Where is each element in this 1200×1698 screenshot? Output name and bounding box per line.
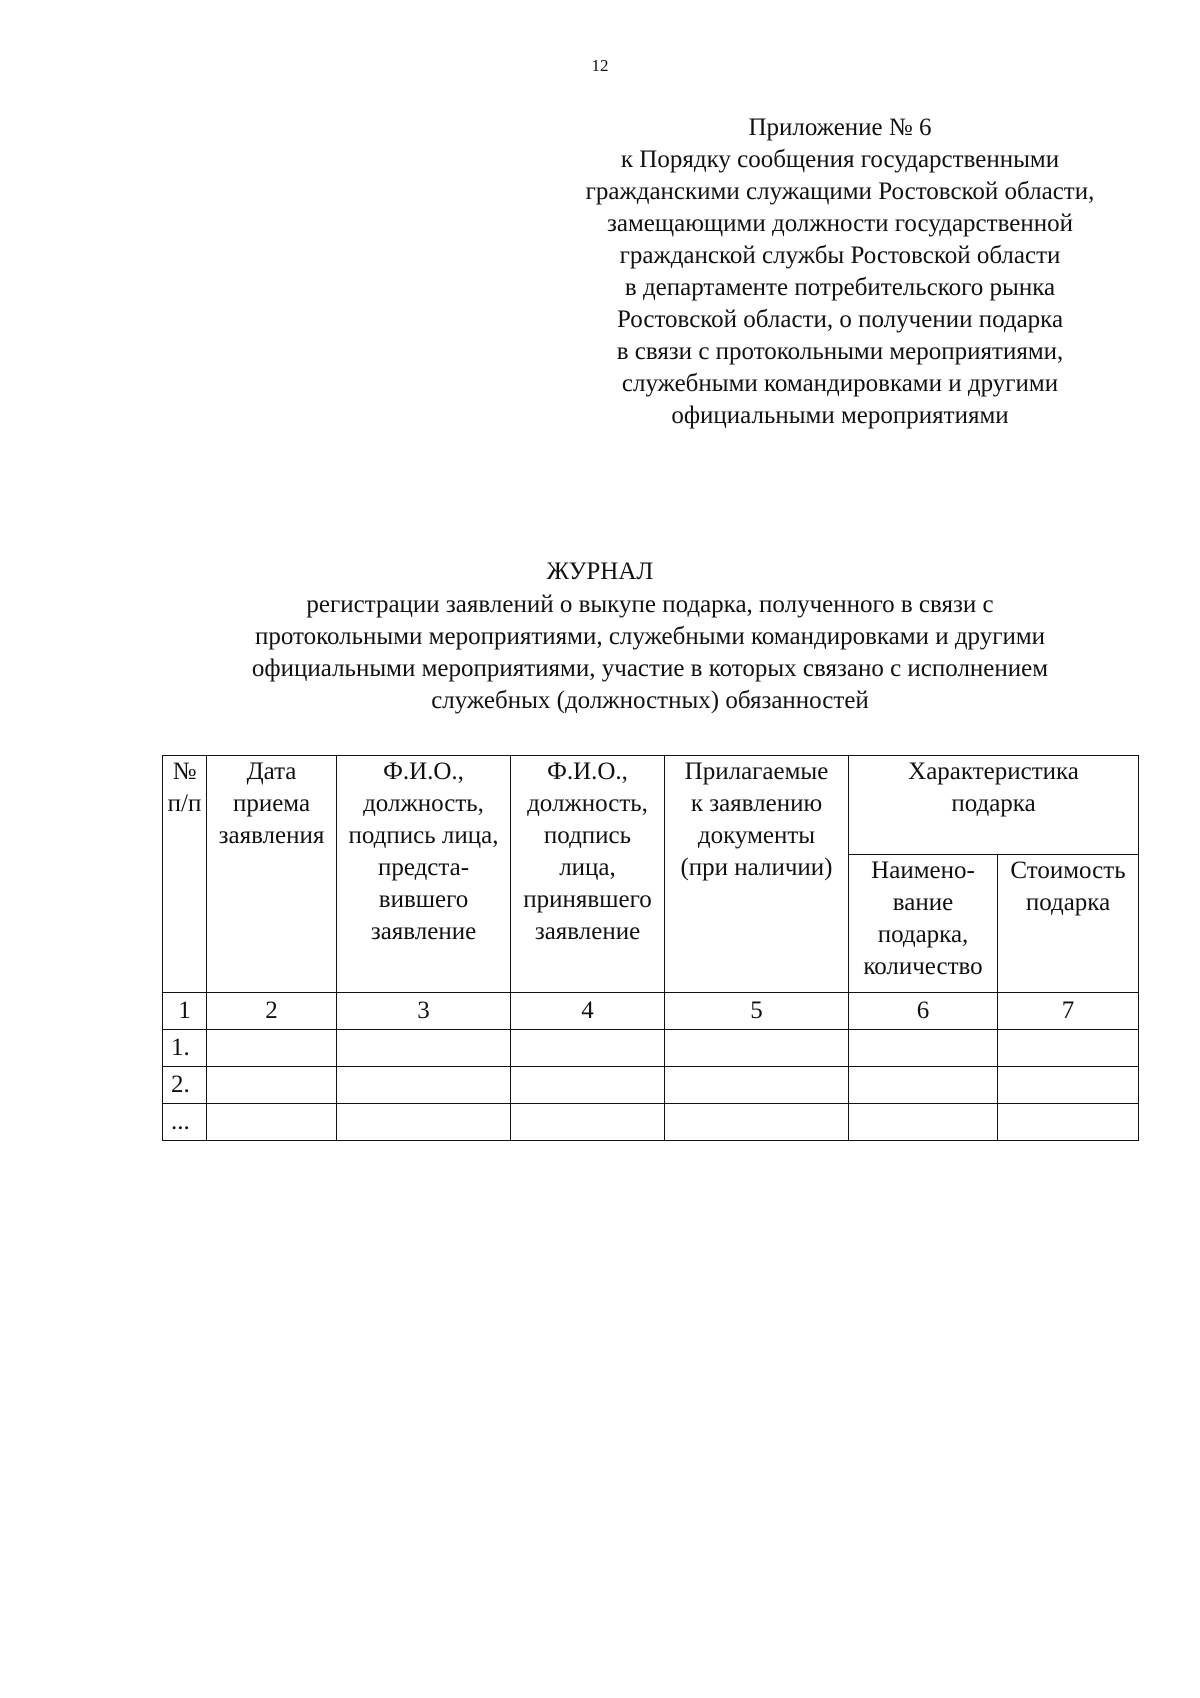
table-cell xyxy=(511,1067,665,1104)
table-row xyxy=(163,1104,1139,1141)
column-number: 1 xyxy=(163,993,207,1030)
table-cell xyxy=(337,1067,511,1104)
header-cell-submitter: Ф.И.О., должность, подпись лица, предста- вившего заявление xyxy=(337,756,511,993)
table-cell xyxy=(337,1104,511,1141)
table-row xyxy=(163,1067,1139,1104)
row-number: 2. xyxy=(163,1067,207,1104)
header-cell-date: Дата приема заявления xyxy=(207,756,337,993)
journal-title: ЖУРНАЛ xyxy=(546,558,654,585)
appendix-line: официальными мероприятиями xyxy=(671,402,1009,429)
table-cell xyxy=(207,1104,337,1141)
appendix-header xyxy=(540,112,1140,432)
column-number: 7 xyxy=(998,993,1139,1030)
table-cell xyxy=(849,1030,998,1067)
header-cell-gift-name: Наимено- вание подарка, количество xyxy=(849,855,998,993)
appendix-title: Приложение № 6 xyxy=(748,114,932,141)
column-number-row xyxy=(163,993,1139,1030)
table-cell xyxy=(665,1030,849,1067)
appendix-line: в департаменте потребительского рынка xyxy=(624,274,1056,301)
table-cell xyxy=(998,1067,1139,1104)
appendix-line: гражданской службы Ростовской области xyxy=(619,242,1061,269)
row-number: ... xyxy=(163,1104,207,1141)
journal-subtitle xyxy=(150,589,1150,717)
table-cell xyxy=(511,1104,665,1141)
appendix-line: замещающими должности государственной xyxy=(607,210,1073,237)
row-number: 1. xyxy=(163,1030,207,1067)
column-number: 3 xyxy=(337,993,511,1030)
appendix-line: к Порядку сообщения государственными xyxy=(620,146,1060,173)
appendix-line: в связи с протокольными мероприятиями, xyxy=(616,338,1064,365)
table-cell xyxy=(998,1030,1139,1067)
table-row xyxy=(163,1030,1139,1067)
journal-subtitle-line: регистрации заявлений о выкупе подарка, полученного в связи с xyxy=(306,591,994,618)
appendix-line: гражданскими служащими Ростовской области, xyxy=(585,178,1095,205)
header-cell-gift-characteristics: Характеристика подарка xyxy=(849,756,1139,855)
header-row xyxy=(163,756,1139,855)
column-number: 6 xyxy=(849,993,998,1030)
table-cell xyxy=(207,1067,337,1104)
header-cell-documents: Прилагаемые к заявлению документы (при наличии) xyxy=(665,756,849,993)
table-cell xyxy=(849,1104,998,1141)
header-cell-receiver: Ф.И.О., должность, подпись лица, принявшего заявление xyxy=(511,756,665,993)
journal-subtitle-line: официальными мероприятиями, участие в которых связано с исполнением xyxy=(251,655,1049,682)
table-cell xyxy=(665,1104,849,1141)
journal-subtitle-line: служебных (должностных) обязанностей xyxy=(431,687,869,714)
header-cell-gift-cost: Стоимость подарка xyxy=(998,855,1139,993)
table-cell xyxy=(337,1030,511,1067)
journal-table xyxy=(162,755,1139,1141)
table-cell xyxy=(849,1067,998,1104)
journal-subtitle-line: протокольными мероприятиями, служебными командировками и другими xyxy=(254,623,1046,650)
table-cell xyxy=(207,1030,337,1067)
table-cell xyxy=(665,1067,849,1104)
table-cell xyxy=(998,1104,1139,1141)
table-cell xyxy=(511,1030,665,1067)
header-cell-number: № п/п xyxy=(163,756,207,993)
appendix-line: Ростовской области, о получении подарка xyxy=(616,306,1064,333)
column-number: 5 xyxy=(665,993,849,1030)
appendix-line: служебными командировками и другими xyxy=(621,370,1059,397)
page-number: 12 xyxy=(591,56,609,75)
column-number: 4 xyxy=(511,993,665,1030)
column-number: 2 xyxy=(207,993,337,1030)
